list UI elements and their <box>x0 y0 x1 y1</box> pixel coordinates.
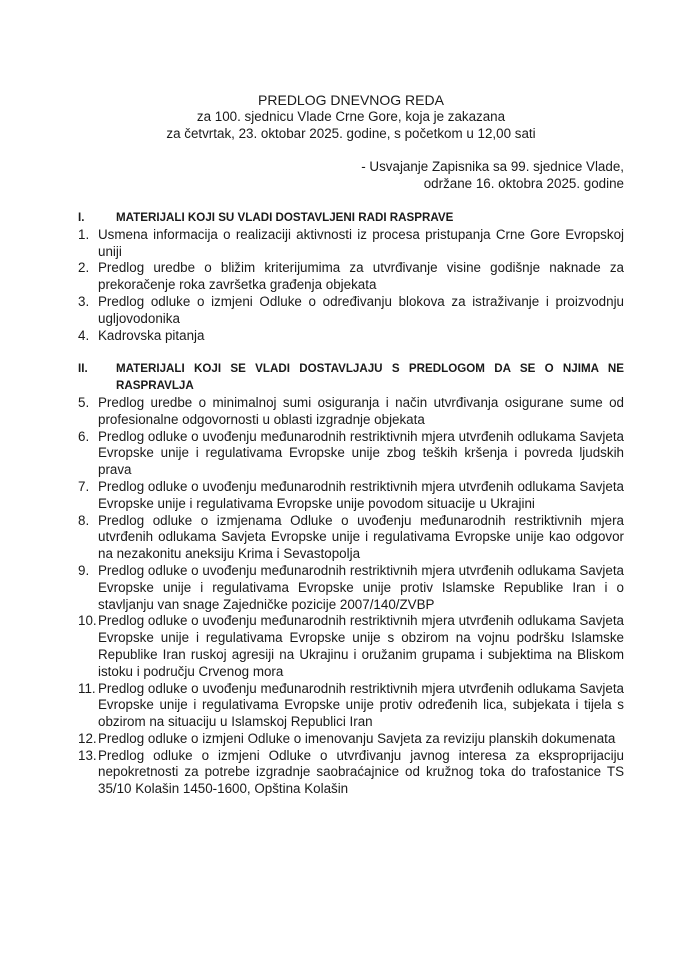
agenda-item-text: Predlog uredbe o bližim kriterijumima za utvrđivanje visine godišnje naknade za prekoračenje roka završetka građenja objekata <box>98 260 624 293</box>
agenda-item-number: 3. <box>78 293 90 309</box>
agenda-item <box>78 681 624 731</box>
agenda-item-number: 10. <box>78 613 97 629</box>
agenda-item-number: 1. <box>78 226 90 242</box>
document-page <box>78 92 624 798</box>
agenda-item-text: Predlog odluke o uvođenju međunarodnih restriktivnih mjera utvrđenih odlukama Savjeta Evropske unije i regulativama Evropske unije povodom situacije u Ukrajini <box>98 478 624 511</box>
agenda-item-text: Predlog odluke o izmjeni Odluke o imenovanju Savjeta za reviziju planskih dokumenata <box>98 730 616 746</box>
agenda-item-number: 9. <box>78 562 90 578</box>
agenda-item-text: Predlog odluke o izmjeni Odluke o određivanju blokova za istraživanje i proizvodnju ugljovodonika <box>98 293 624 326</box>
agenda-item <box>78 227 624 261</box>
agenda-item-number: 2. <box>78 260 90 276</box>
agenda-item <box>78 395 624 429</box>
agenda-item-text: Predlog odluke o uvođenju međunarodnih restriktivnih mjera utvrđenih odlukama Savjeta Evropske unije i regulativama Evropske unije protiv određenih lica, subjekata i tijela s obzirom na situaciju u Islamskoj Republici Iran <box>98 680 624 730</box>
minutes-line-2: održane 16. oktobra 2025. godine <box>423 176 624 192</box>
agenda-item-number: 7. <box>78 478 90 494</box>
minutes-line-1: - Usvajanje Zapisnika sa 99. sjednice Vlade, <box>361 159 624 175</box>
section-numeral: II. <box>78 362 88 376</box>
agenda-item <box>78 748 624 798</box>
section-title: MATERIJALI KOJI SU VLADI DOSTAVLJENI RADI RASPRAVE <box>116 210 454 224</box>
agenda-item <box>78 563 624 613</box>
agenda-item-number: 13. <box>78 747 97 763</box>
agenda-item-text: Predlog odluke o uvođenju međunarodnih restriktivnih mjera utvrđenih odlukama Savjeta Evropske unije i regulativama Evropske unije zbog teških kršenja i povreda ljudskih prava <box>98 428 624 478</box>
agenda-item <box>78 328 624 345</box>
agenda-sections <box>78 210 624 798</box>
agenda-item <box>78 429 624 479</box>
agenda-item-text: Usmena informacija o realizaciji aktivnosti iz procesa pristupanja Crne Gore Evropskoj uniji <box>98 226 624 259</box>
agenda-item <box>78 513 624 563</box>
agenda-item-number: 12. <box>78 730 97 746</box>
agenda-item-number: 6. <box>78 428 90 444</box>
agenda-item-text: Kadrovska pitanja <box>98 327 205 343</box>
document-title: PREDLOG DNEVNOG REDA <box>258 92 444 108</box>
section-heading <box>78 361 624 395</box>
agenda-item <box>78 294 624 328</box>
agenda-item-number: 5. <box>78 394 90 410</box>
session-line: za 100. sjednicu Vlade Crne Gore, koja je zakazana <box>196 108 506 124</box>
date-line: za četvrtak, 23. oktobar 2025. godine, s početkom u 12,00 sati <box>166 125 536 141</box>
agenda-item <box>78 260 624 294</box>
agenda-item <box>78 479 624 513</box>
agenda-item-text: Predlog odluke o izmjenama Odluke o uvođenju međunarodnih restriktivnih mjera utvrđenih odlukama Savjeta Evropske unije i regulativama Evropske unije kao odgovor na nezakonitu aneksiju Krima i Sevastopolja <box>98 512 624 562</box>
section-numeral: I. <box>78 210 85 224</box>
section-heading <box>78 210 624 227</box>
agenda-item <box>78 613 624 680</box>
agenda-item <box>78 731 624 748</box>
agenda-item-number: 8. <box>78 512 90 528</box>
agenda-item-text: Predlog uredbe o minimalnoj sumi osiguranja i način utvrđivanja osigurane sume od profesionalne odgovornosti u oblasti izgradnje objekata <box>98 394 624 427</box>
agenda-item-number: 4. <box>78 327 90 343</box>
agenda-item-text: Predlog odluke o uvođenju međunarodnih restriktivnih mjera utvrđenih odlukama Savjeta Evropske unije i regulativama Evropske unije protiv Islamske Republike Iran i o stavljanju van snage Zajedničke pozicije 2007/140/ZVBP <box>98 562 624 612</box>
section-title: MATERIJALI KOJI SE VLADI DOSTAVLJAJU S PREDLOGOM DA SE O NJIMA NE RASPRAVLJA <box>116 362 624 393</box>
agenda-item-text: Predlog odluke o uvođenju međunarodnih restriktivnih mjera utvrđenih odlukama Savjeta Evropske unije i regulativama Evropske unije s obzirom na vojnu podršku Islamske Republike Iran ruskoj agresiji na Ukrajinu i oružanim grupama i subjektima na Bliskom istoku i području Crvenog mora <box>98 613 624 679</box>
agenda-item-text: Predlog odluke o izmjeni Odluke o utvrđivanju javnog interesa za eksproprijaciju nepokretnosti za potrebe izgradnje saobraćajnice od kružnog toka do trafostanice TS 35/10 Kolašin 1450-1600, Opština Kolašin <box>98 747 624 797</box>
agenda-item-number: 11. <box>78 680 96 696</box>
